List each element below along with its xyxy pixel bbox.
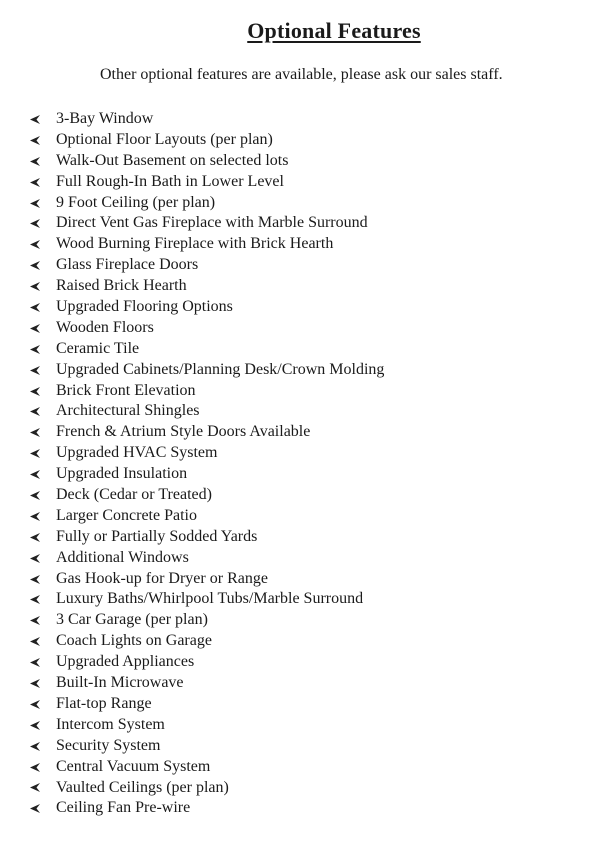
feature-label: Upgraded Flooring Options — [56, 298, 233, 316]
feature-list-item — [30, 736, 384, 757]
feature-label: Vaulted Ceilings (per plan) — [56, 778, 229, 796]
feature-list-item — [30, 151, 384, 172]
arrowhead-bullet-icon — [30, 512, 56, 521]
arrowhead-bullet-icon — [30, 157, 56, 166]
arrowhead-bullet-icon — [30, 575, 56, 584]
feature-label: Upgraded Appliances — [56, 653, 195, 671]
page-title: Optional Features — [247, 18, 421, 43]
arrowhead-bullet-icon — [30, 470, 56, 479]
feature-label: Glass Fireplace Doors — [56, 256, 199, 274]
feature-label: 9 Foot Ceiling (per plan) — [56, 193, 216, 211]
feature-list-item — [30, 318, 384, 339]
feature-label: Upgraded HVAC System — [56, 444, 218, 462]
arrowhead-bullet-icon — [30, 282, 56, 291]
arrowhead-bullet-icon — [30, 554, 56, 563]
feature-label: Deck (Cedar or Treated) — [56, 486, 212, 504]
arrowhead-bullet-icon — [30, 449, 56, 458]
arrowhead-bullet-icon — [30, 658, 56, 667]
feature-list-item — [30, 464, 384, 485]
feature-label: Direct Vent Gas Fireplace with Marble Surround — [56, 214, 368, 232]
arrowhead-bullet-icon — [30, 491, 56, 500]
feature-list-item — [30, 255, 384, 276]
feature-list-item — [30, 130, 384, 151]
arrowhead-bullet-icon — [30, 178, 56, 187]
arrowhead-bullet-icon — [30, 387, 56, 396]
arrowhead-bullet-icon — [30, 199, 56, 208]
feature-list-item — [30, 193, 384, 214]
arrowhead-bullet-icon — [30, 763, 56, 772]
arrowhead-bullet-icon — [30, 616, 56, 625]
arrowhead-bullet-icon — [30, 240, 56, 249]
feature-label: Larger Concrete Patio — [56, 506, 197, 524]
feature-list-item — [30, 506, 384, 527]
feature-list-item — [30, 673, 384, 694]
feature-label: Flat-top Range — [56, 694, 152, 712]
arrowhead-bullet-icon — [30, 783, 56, 792]
arrowhead-bullet-icon — [30, 742, 56, 751]
feature-label: Ceiling Fan Pre-wire — [56, 799, 191, 817]
arrowhead-bullet-icon — [30, 721, 56, 730]
feature-label: Fully or Partially Sodded Yards — [56, 527, 258, 545]
feature-list-item — [30, 569, 384, 590]
feature-list-item — [30, 339, 384, 360]
arrowhead-bullet-icon — [30, 366, 56, 375]
feature-list-item — [30, 631, 384, 652]
feature-list — [30, 109, 384, 819]
feature-label: Optional Floor Layouts (per plan) — [56, 130, 273, 148]
feature-list-item — [30, 297, 384, 318]
feature-list-item — [30, 422, 384, 443]
feature-list-item — [30, 610, 384, 631]
arrowhead-bullet-icon — [30, 303, 56, 312]
feature-list-item — [30, 778, 384, 799]
feature-label: Upgraded Insulation — [56, 465, 188, 483]
feature-list-item — [30, 527, 384, 548]
feature-list-item — [30, 715, 384, 736]
arrowhead-bullet-icon — [30, 533, 56, 542]
feature-list-item — [30, 172, 384, 193]
feature-list-item — [30, 234, 384, 255]
feature-list-item — [30, 401, 384, 422]
arrowhead-bullet-icon — [30, 345, 56, 354]
arrowhead-bullet-icon — [30, 261, 56, 270]
feature-label: Central Vacuum System — [56, 757, 211, 775]
feature-list-item — [30, 548, 384, 569]
arrowhead-bullet-icon — [30, 407, 56, 416]
feature-label: 3 Car Garage (per plan) — [56, 611, 208, 629]
feature-list-item — [30, 443, 384, 464]
feature-label: Intercom System — [56, 715, 165, 733]
feature-label: Wooden Floors — [56, 318, 154, 336]
feature-list-item — [30, 213, 384, 234]
feature-label: Built-In Microwave — [56, 674, 184, 692]
feature-list-item — [30, 109, 384, 130]
feature-label: Walk-Out Basement on selected lots — [56, 151, 289, 169]
arrowhead-bullet-icon — [30, 136, 56, 145]
feature-label: Gas Hook-up for Dryer or Range — [56, 569, 268, 587]
feature-list-item — [30, 694, 384, 715]
feature-label: French & Atrium Style Doors Available — [56, 423, 311, 441]
feature-label: Upgraded Cabinets/Planning Desk/Crown Molding — [56, 360, 385, 378]
arrowhead-bullet-icon — [30, 804, 56, 813]
feature-label: 3-Bay Window — [56, 110, 154, 127]
arrowhead-bullet-icon — [30, 219, 56, 228]
feature-label: Coach Lights on Garage — [56, 632, 212, 650]
arrowhead-bullet-icon — [30, 637, 56, 646]
feature-label: Full Rough-In Bath in Lower Level — [56, 172, 284, 190]
feature-list-item — [30, 757, 384, 778]
feature-list-item — [30, 589, 384, 610]
feature-label: Architectural Shingles — [56, 402, 200, 420]
feature-label: Ceramic Tile — [56, 339, 140, 357]
arrowhead-bullet-icon — [30, 428, 56, 437]
feature-list-item — [30, 276, 384, 297]
feature-label: Security System — [56, 736, 161, 754]
arrowhead-bullet-icon — [30, 679, 56, 688]
arrowhead-bullet-icon — [30, 115, 56, 124]
feature-list-item — [30, 652, 384, 673]
feature-list-item — [30, 381, 384, 402]
arrowhead-bullet-icon — [30, 324, 56, 333]
feature-list-item — [30, 798, 384, 819]
feature-list-item — [30, 485, 384, 506]
feature-label: Raised Brick Hearth — [56, 277, 187, 295]
feature-label: Additional Windows — [56, 548, 189, 566]
feature-list-item — [30, 360, 384, 381]
feature-label: Brick Front Elevation — [56, 381, 196, 399]
arrowhead-bullet-icon — [30, 595, 56, 604]
feature-label: Luxury Baths/Whirlpool Tubs/Marble Surround — [56, 590, 364, 608]
page-subtitle: Other optional features are available, please ask our sales staff. — [100, 66, 503, 83]
feature-label: Wood Burning Fireplace with Brick Hearth — [56, 235, 334, 253]
arrowhead-bullet-icon — [30, 700, 56, 709]
